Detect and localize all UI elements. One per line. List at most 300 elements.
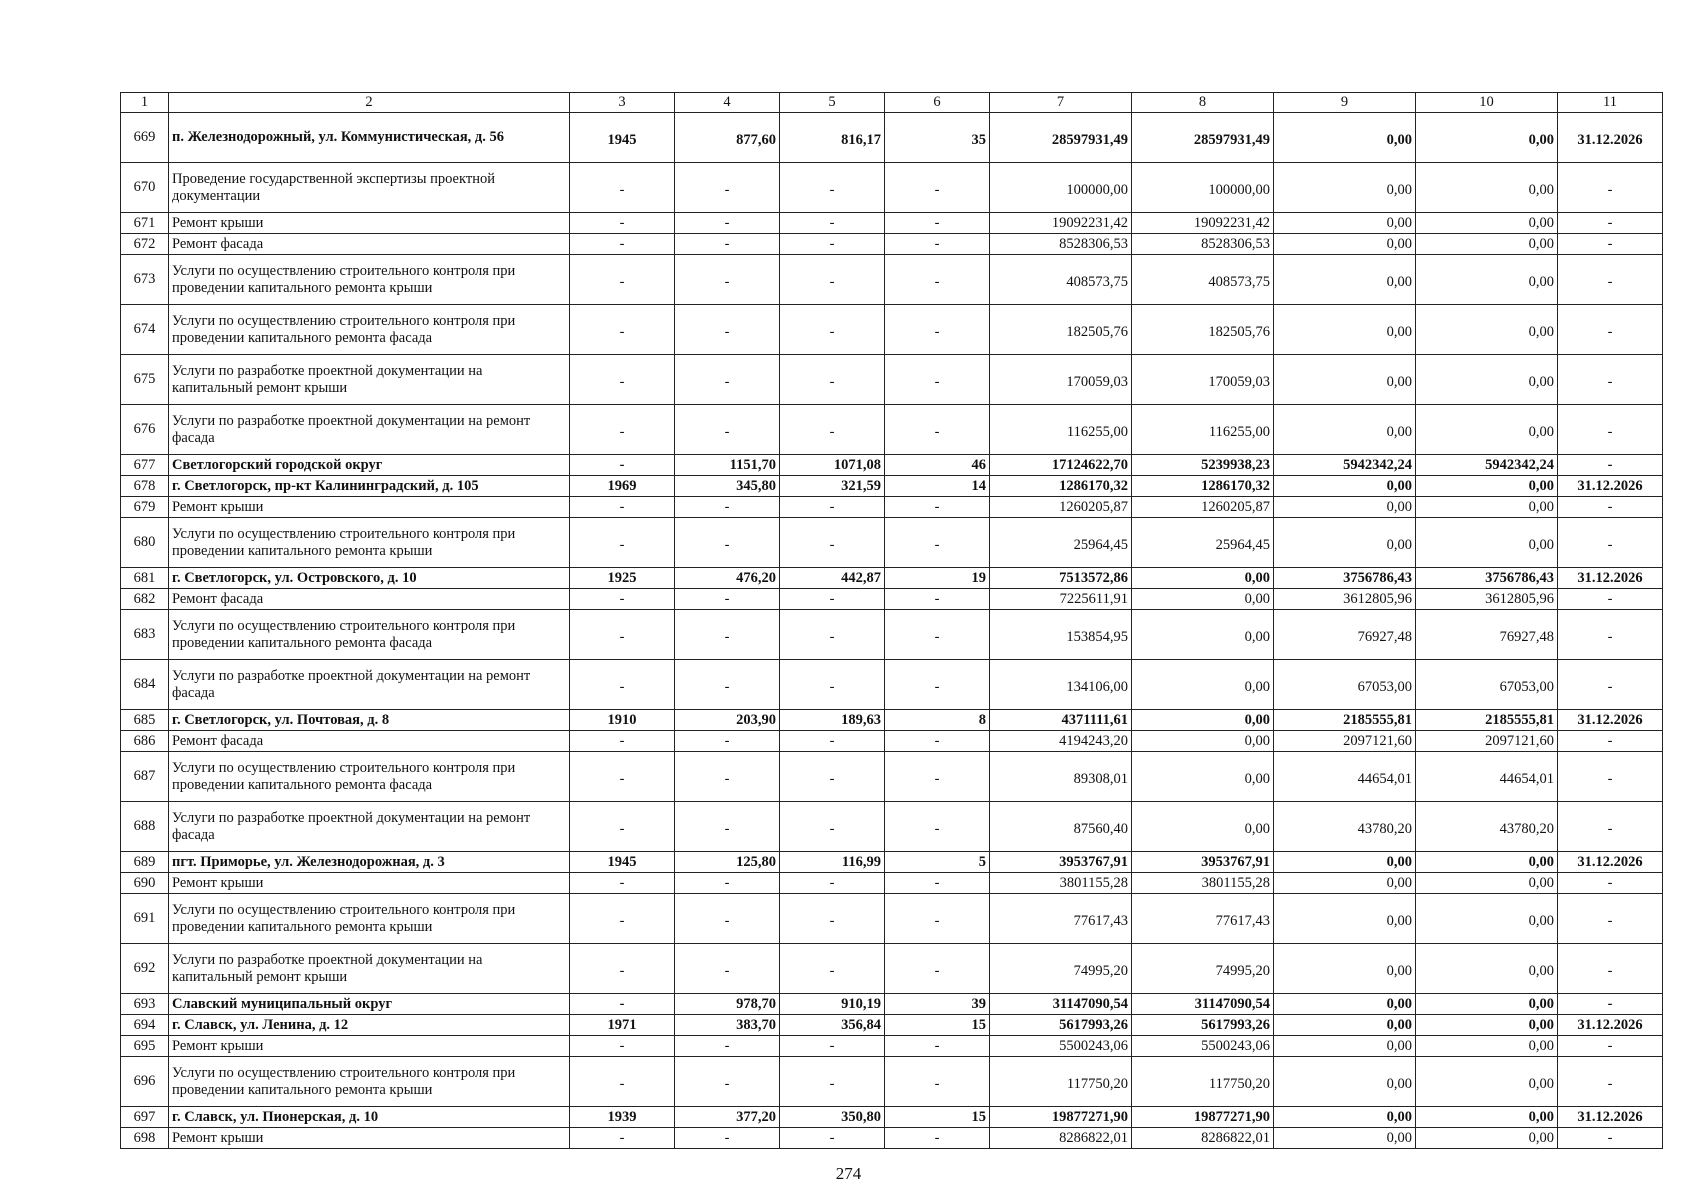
header-row: [121, 93, 1663, 113]
col7-cell: 31147090,54: [990, 994, 1132, 1015]
col6-cell: -: [885, 305, 990, 355]
col8-cell: 19092231,42: [1132, 213, 1274, 234]
col10-cell: 0,00: [1416, 894, 1558, 944]
col5-cell: 910,19: [780, 994, 885, 1015]
col7-cell: 7225611,91: [990, 589, 1132, 610]
item-name: Услуги по разработке проектной документации на ремонт фасада: [169, 660, 570, 710]
col6-cell: -: [885, 163, 990, 213]
col8-cell: 1286170,32: [1132, 476, 1274, 497]
page-number: 274: [835, 1164, 862, 1183]
col8-cell: 8528306,53: [1132, 234, 1274, 255]
col7-cell: 3801155,28: [990, 873, 1132, 894]
row-number: 672: [121, 234, 169, 255]
row-number: 681: [121, 568, 169, 589]
col9-cell: 0,00: [1274, 894, 1416, 944]
col7-cell: 170059,03: [990, 355, 1132, 405]
col5-cell: 350,80: [780, 1107, 885, 1128]
table-row: [121, 873, 1663, 894]
column-header-10: 10: [1416, 93, 1558, 113]
col11-cell: 31.12.2026: [1558, 113, 1663, 163]
item-name: Услуги по осуществлению строительного контроля при проведении капитального ремонта фасада: [169, 305, 570, 355]
col8-cell: 0,00: [1132, 710, 1274, 731]
table-row: [121, 355, 1663, 405]
col7-cell: 25964,45: [990, 518, 1132, 568]
col10-cell: 0,00: [1416, 305, 1558, 355]
col5-cell: 356,84: [780, 1015, 885, 1036]
col7-cell: 19092231,42: [990, 213, 1132, 234]
col9-cell: 3612805,96: [1274, 589, 1416, 610]
year-cell: 1969: [570, 476, 675, 497]
col6-cell: 15: [885, 1107, 990, 1128]
year-cell: -: [570, 163, 675, 213]
col5-cell: -: [780, 752, 885, 802]
col8-cell: 8286822,01: [1132, 1128, 1274, 1149]
row-number: 691: [121, 894, 169, 944]
col5-cell: -: [780, 873, 885, 894]
col8-cell: 0,00: [1132, 731, 1274, 752]
col9-cell: 0,00: [1274, 852, 1416, 873]
col9-cell: 0,00: [1274, 944, 1416, 994]
col4-cell: 1151,70: [675, 455, 780, 476]
col4-cell: 203,90: [675, 710, 780, 731]
col7-cell: 5617993,26: [990, 1015, 1132, 1036]
table-row: [121, 852, 1663, 873]
col9-cell: 76927,48: [1274, 610, 1416, 660]
col5-cell: -: [780, 944, 885, 994]
item-name: Услуги по осуществлению строительного контроля при проведении капитального ремонта крыши: [169, 255, 570, 305]
col11-cell: -: [1558, 944, 1663, 994]
col8-cell: 77617,43: [1132, 894, 1274, 944]
table-row: [121, 405, 1663, 455]
item-name: Услуги по разработке проектной документации на ремонт фасада: [169, 802, 570, 852]
column-header-4: 4: [675, 93, 780, 113]
col4-cell: -: [675, 610, 780, 660]
col6-cell: -: [885, 1128, 990, 1149]
col11-cell: -: [1558, 355, 1663, 405]
item-name: пгт. Приморье, ул. Железнодорожная, д. 3: [169, 852, 570, 873]
col4-cell: -: [675, 497, 780, 518]
year-cell: -: [570, 589, 675, 610]
row-number: 676: [121, 405, 169, 455]
col6-cell: -: [885, 234, 990, 255]
col4-cell: 476,20: [675, 568, 780, 589]
item-name: Ремонт крыши: [169, 213, 570, 234]
row-number: 683: [121, 610, 169, 660]
col5-cell: -: [780, 802, 885, 852]
col5-cell: -: [780, 660, 885, 710]
table-row: [121, 213, 1663, 234]
table-body: [121, 113, 1663, 1149]
col6-cell: -: [885, 497, 990, 518]
col10-cell: 3612805,96: [1416, 589, 1558, 610]
year-cell: -: [570, 752, 675, 802]
item-name: г. Светлогорск, ул. Островского, д. 10: [169, 568, 570, 589]
year-cell: -: [570, 234, 675, 255]
table-row: [121, 731, 1663, 752]
col4-cell: -: [675, 660, 780, 710]
col7-cell: 74995,20: [990, 944, 1132, 994]
item-name: г. Славск, ул. Ленина, д. 12: [169, 1015, 570, 1036]
col8-cell: 5239938,23: [1132, 455, 1274, 476]
col4-cell: 978,70: [675, 994, 780, 1015]
row-number: 680: [121, 518, 169, 568]
col11-cell: 31.12.2026: [1558, 852, 1663, 873]
row-number: 696: [121, 1057, 169, 1107]
year-cell: -: [570, 1036, 675, 1057]
col6-cell: -: [885, 752, 990, 802]
column-header-7: 7: [990, 93, 1132, 113]
col10-cell: 0,00: [1416, 873, 1558, 894]
row-number: 669: [121, 113, 169, 163]
table-row: [121, 710, 1663, 731]
col11-cell: 31.12.2026: [1558, 1015, 1663, 1036]
col10-cell: 0,00: [1416, 355, 1558, 405]
table-row: [121, 163, 1663, 213]
col6-cell: 39: [885, 994, 990, 1015]
row-number: 670: [121, 163, 169, 213]
col7-cell: 5500243,06: [990, 1036, 1132, 1057]
table-row: [121, 568, 1663, 589]
col9-cell: 0,00: [1274, 355, 1416, 405]
col4-cell: 345,80: [675, 476, 780, 497]
col9-cell: 0,00: [1274, 1015, 1416, 1036]
col9-cell: 0,00: [1274, 255, 1416, 305]
col10-cell: 67053,00: [1416, 660, 1558, 710]
col11-cell: -: [1558, 405, 1663, 455]
col8-cell: 19877271,90: [1132, 1107, 1274, 1128]
col9-cell: 67053,00: [1274, 660, 1416, 710]
col4-cell: 125,80: [675, 852, 780, 873]
col9-cell: 0,00: [1274, 405, 1416, 455]
repair-program-table: [120, 92, 1663, 1149]
row-number: 673: [121, 255, 169, 305]
year-cell: -: [570, 255, 675, 305]
col11-cell: -: [1558, 213, 1663, 234]
col11-cell: -: [1558, 610, 1663, 660]
row-number: 682: [121, 589, 169, 610]
col9-cell: 2185555,81: [1274, 710, 1416, 731]
col5-cell: -: [780, 518, 885, 568]
year-cell: -: [570, 944, 675, 994]
col11-cell: 31.12.2026: [1558, 710, 1663, 731]
col8-cell: 0,00: [1132, 660, 1274, 710]
col9-cell: 0,00: [1274, 1128, 1416, 1149]
col9-cell: 0,00: [1274, 518, 1416, 568]
col8-cell: 0,00: [1132, 589, 1274, 610]
column-header-2: 2: [169, 93, 570, 113]
row-number: 671: [121, 213, 169, 234]
year-cell: -: [570, 305, 675, 355]
col6-cell: 15: [885, 1015, 990, 1036]
col7-cell: 116255,00: [990, 405, 1132, 455]
col9-cell: 0,00: [1274, 994, 1416, 1015]
table-row: [121, 518, 1663, 568]
col11-cell: -: [1558, 518, 1663, 568]
year-cell: -: [570, 873, 675, 894]
col7-cell: 153854,95: [990, 610, 1132, 660]
table-row: [121, 610, 1663, 660]
row-number: 688: [121, 802, 169, 852]
row-number: 679: [121, 497, 169, 518]
col9-cell: 43780,20: [1274, 802, 1416, 852]
col6-cell: -: [885, 1057, 990, 1107]
col7-cell: 77617,43: [990, 894, 1132, 944]
col11-cell: -: [1558, 589, 1663, 610]
col7-cell: 7513572,86: [990, 568, 1132, 589]
row-number: 687: [121, 752, 169, 802]
row-number: 686: [121, 731, 169, 752]
col5-cell: -: [780, 234, 885, 255]
col4-cell: 377,20: [675, 1107, 780, 1128]
item-name: Ремонт крыши: [169, 873, 570, 894]
year-cell: -: [570, 731, 675, 752]
col11-cell: 31.12.2026: [1558, 568, 1663, 589]
col6-cell: -: [885, 802, 990, 852]
year-cell: -: [570, 802, 675, 852]
col8-cell: 5500243,06: [1132, 1036, 1274, 1057]
table-row: [121, 455, 1663, 476]
col6-cell: 19: [885, 568, 990, 589]
column-header-5: 5: [780, 93, 885, 113]
year-cell: -: [570, 355, 675, 405]
col6-cell: 8: [885, 710, 990, 731]
col7-cell: 100000,00: [990, 163, 1132, 213]
col10-cell: 0,00: [1416, 497, 1558, 518]
col5-cell: 816,17: [780, 113, 885, 163]
col5-cell: -: [780, 163, 885, 213]
col8-cell: 182505,76: [1132, 305, 1274, 355]
row-number: 689: [121, 852, 169, 873]
col7-cell: 1260205,87: [990, 497, 1132, 518]
col8-cell: 117750,20: [1132, 1057, 1274, 1107]
col6-cell: -: [885, 518, 990, 568]
item-name: Ремонт крыши: [169, 1036, 570, 1057]
item-name: Проведение государственной экспертизы проектной документации: [169, 163, 570, 213]
item-name: Ремонт фасада: [169, 234, 570, 255]
col8-cell: 1260205,87: [1132, 497, 1274, 518]
item-name: п. Железнодорожный, ул. Коммунистическая, д. 56: [169, 113, 570, 163]
col9-cell: 0,00: [1274, 497, 1416, 518]
item-name: Услуги по разработке проектной документации на капитальный ремонт крыши: [169, 944, 570, 994]
row-number: 697: [121, 1107, 169, 1128]
item-name: г. Светлогорск, ул. Почтовая, д. 8: [169, 710, 570, 731]
year-cell: 1939: [570, 1107, 675, 1128]
row-number: 685: [121, 710, 169, 731]
col11-cell: -: [1558, 234, 1663, 255]
col8-cell: 28597931,49: [1132, 113, 1274, 163]
row-number: 674: [121, 305, 169, 355]
row-number: 693: [121, 994, 169, 1015]
item-name: Услуги по осуществлению строительного контроля при проведении капитального ремонта крыши: [169, 894, 570, 944]
col9-cell: 0,00: [1274, 213, 1416, 234]
col8-cell: 0,00: [1132, 802, 1274, 852]
col4-cell: -: [675, 234, 780, 255]
col11-cell: -: [1558, 1057, 1663, 1107]
year-cell: -: [570, 660, 675, 710]
row-number: 675: [121, 355, 169, 405]
col4-cell: -: [675, 873, 780, 894]
item-name: Услуги по осуществлению строительного контроля при проведении капитального ремонта фасада: [169, 610, 570, 660]
col5-cell: -: [780, 1036, 885, 1057]
col7-cell: 3953767,91: [990, 852, 1132, 873]
year-cell: -: [570, 405, 675, 455]
table-row: [121, 1015, 1663, 1036]
col4-cell: -: [675, 944, 780, 994]
col10-cell: 0,00: [1416, 944, 1558, 994]
item-name: Славский муниципальный округ: [169, 994, 570, 1015]
col4-cell: -: [675, 752, 780, 802]
col6-cell: -: [885, 660, 990, 710]
col5-cell: 189,63: [780, 710, 885, 731]
col9-cell: 5942342,24: [1274, 455, 1416, 476]
col5-cell: -: [780, 213, 885, 234]
col6-cell: 35: [885, 113, 990, 163]
col9-cell: 0,00: [1274, 476, 1416, 497]
item-name: Услуги по осуществлению строительного контроля при проведении капитального ремонта фасада: [169, 752, 570, 802]
col10-cell: 0,00: [1416, 852, 1558, 873]
col6-cell: -: [885, 731, 990, 752]
col10-cell: 76927,48: [1416, 610, 1558, 660]
item-name: Услуги по осуществлению строительного контроля при проведении капитального ремонта крыши: [169, 1057, 570, 1107]
col9-cell: 0,00: [1274, 113, 1416, 163]
col8-cell: 25964,45: [1132, 518, 1274, 568]
col9-cell: 0,00: [1274, 873, 1416, 894]
year-cell: 1910: [570, 710, 675, 731]
col9-cell: 0,00: [1274, 163, 1416, 213]
col4-cell: -: [675, 213, 780, 234]
table-row: [121, 476, 1663, 497]
col7-cell: 8528306,53: [990, 234, 1132, 255]
col6-cell: 5: [885, 852, 990, 873]
col10-cell: 0,00: [1416, 255, 1558, 305]
col8-cell: 3953767,91: [1132, 852, 1274, 873]
col4-cell: -: [675, 1057, 780, 1107]
col11-cell: 31.12.2026: [1558, 1107, 1663, 1128]
row-number: 695: [121, 1036, 169, 1057]
col10-cell: 0,00: [1416, 994, 1558, 1015]
year-cell: -: [570, 497, 675, 518]
col4-cell: -: [675, 894, 780, 944]
table-row: [121, 894, 1663, 944]
col8-cell: 31147090,54: [1132, 994, 1274, 1015]
col9-cell: 0,00: [1274, 1057, 1416, 1107]
item-name: Ремонт крыши: [169, 497, 570, 518]
col8-cell: 3801155,28: [1132, 873, 1274, 894]
table-row: [121, 944, 1663, 994]
col10-cell: 43780,20: [1416, 802, 1558, 852]
col4-cell: -: [675, 589, 780, 610]
col5-cell: -: [780, 1057, 885, 1107]
col10-cell: 0,00: [1416, 518, 1558, 568]
column-header-1: 1: [121, 93, 169, 113]
col5-cell: 1071,08: [780, 455, 885, 476]
col6-cell: -: [885, 1036, 990, 1057]
col11-cell: -: [1558, 163, 1663, 213]
year-cell: -: [570, 610, 675, 660]
col8-cell: 100000,00: [1132, 163, 1274, 213]
col11-cell: 31.12.2026: [1558, 476, 1663, 497]
item-name: г. Светлогорск, пр-кт Калининградский, д. 105: [169, 476, 570, 497]
item-name: Услуги по разработке проектной документации на капитальный ремонт крыши: [169, 355, 570, 405]
row-number: 678: [121, 476, 169, 497]
col11-cell: -: [1558, 873, 1663, 894]
col10-cell: 0,00: [1416, 163, 1558, 213]
col10-cell: 44654,01: [1416, 752, 1558, 802]
col10-cell: 0,00: [1416, 1057, 1558, 1107]
col4-cell: 383,70: [675, 1015, 780, 1036]
col6-cell: -: [885, 873, 990, 894]
col10-cell: 2097121,60: [1416, 731, 1558, 752]
col10-cell: 0,00: [1416, 476, 1558, 497]
col11-cell: -: [1558, 994, 1663, 1015]
row-number: 690: [121, 873, 169, 894]
year-cell: 1945: [570, 852, 675, 873]
year-cell: -: [570, 1128, 675, 1149]
col6-cell: -: [885, 944, 990, 994]
column-header-8: 8: [1132, 93, 1274, 113]
col6-cell: -: [885, 355, 990, 405]
col4-cell: -: [675, 1036, 780, 1057]
col10-cell: 0,00: [1416, 1128, 1558, 1149]
column-header-9: 9: [1274, 93, 1416, 113]
year-cell: -: [570, 455, 675, 476]
column-header-3: 3: [570, 93, 675, 113]
col10-cell: 0,00: [1416, 405, 1558, 455]
col10-cell: 0,00: [1416, 234, 1558, 255]
col6-cell: -: [885, 589, 990, 610]
col4-cell: -: [675, 1128, 780, 1149]
col8-cell: 0,00: [1132, 568, 1274, 589]
table-row: [121, 1107, 1663, 1128]
col6-cell: 46: [885, 455, 990, 476]
col6-cell: 14: [885, 476, 990, 497]
col6-cell: -: [885, 405, 990, 455]
table-row: [121, 234, 1663, 255]
col5-cell: -: [780, 305, 885, 355]
table-row: [121, 1057, 1663, 1107]
col4-cell: -: [675, 255, 780, 305]
col9-cell: 0,00: [1274, 1036, 1416, 1057]
col11-cell: -: [1558, 497, 1663, 518]
table-row: [121, 1036, 1663, 1057]
item-name: г. Славск, ул. Пионерская, д. 10: [169, 1107, 570, 1128]
col4-cell: -: [675, 305, 780, 355]
col4-cell: 877,60: [675, 113, 780, 163]
col7-cell: 1286170,32: [990, 476, 1132, 497]
col11-cell: -: [1558, 802, 1663, 852]
col5-cell: -: [780, 610, 885, 660]
table-row: [121, 255, 1663, 305]
table-row: [121, 1128, 1663, 1149]
col7-cell: 87560,40: [990, 802, 1132, 852]
col10-cell: 0,00: [1416, 1036, 1558, 1057]
col7-cell: 19877271,90: [990, 1107, 1132, 1128]
table-row: [121, 497, 1663, 518]
col5-cell: -: [780, 405, 885, 455]
column-header-11: 11: [1558, 93, 1663, 113]
col7-cell: 134106,00: [990, 660, 1132, 710]
col6-cell: -: [885, 255, 990, 305]
col6-cell: -: [885, 894, 990, 944]
col11-cell: -: [1558, 752, 1663, 802]
row-number: 677: [121, 455, 169, 476]
item-name: Услуги по осуществлению строительного контроля при проведении капитального ремонта крыши: [169, 518, 570, 568]
col7-cell: 4371111,61: [990, 710, 1132, 731]
col4-cell: -: [675, 518, 780, 568]
col8-cell: 74995,20: [1132, 944, 1274, 994]
item-name: Ремонт фасада: [169, 589, 570, 610]
year-cell: -: [570, 894, 675, 944]
